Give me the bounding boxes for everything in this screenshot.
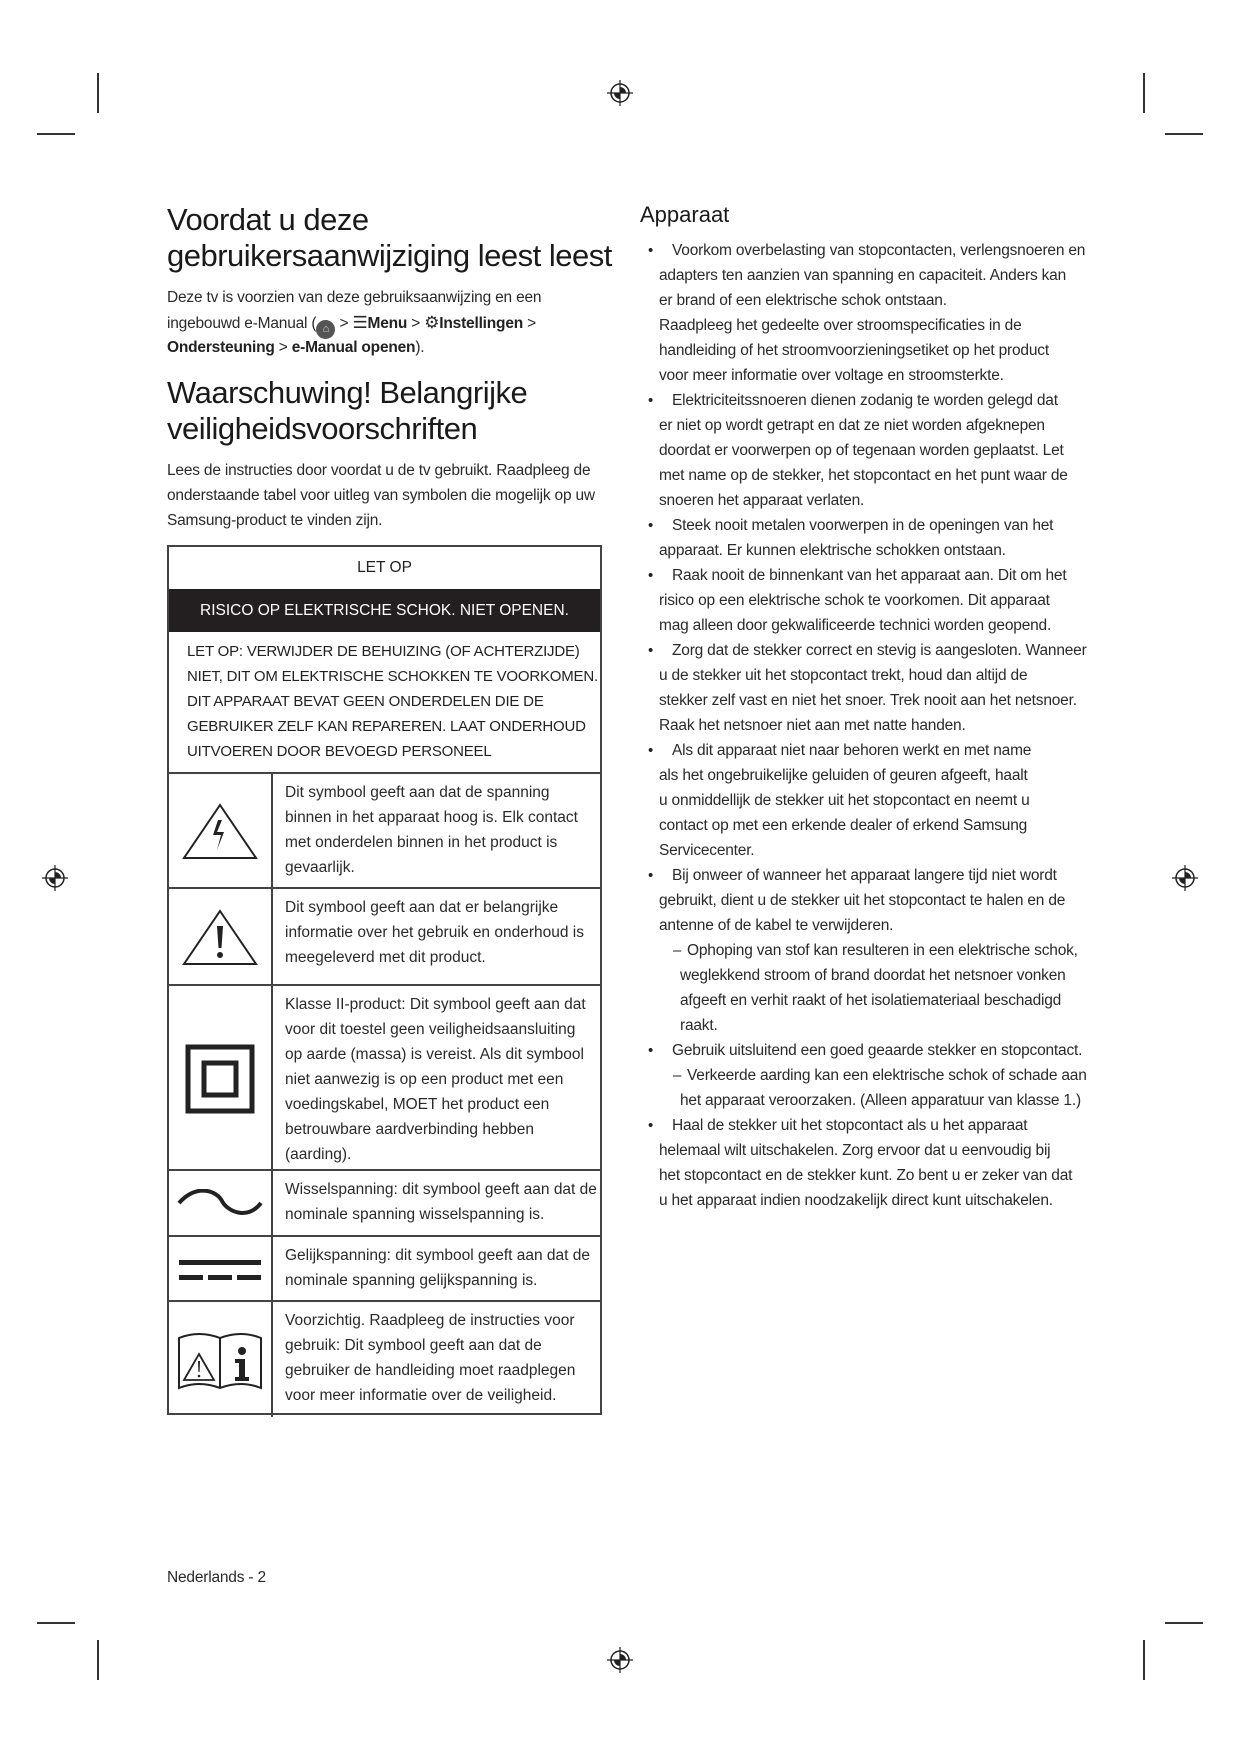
crop-mark: [1143, 1640, 1145, 1680]
double-square-icon: [169, 986, 271, 1171]
symbol-description: [285, 1243, 590, 1293]
list-item-line: afgeeft en verhit raakt of het isolatiemateriaal beschadigd: [680, 992, 1062, 1009]
table-row: [169, 1235, 600, 1302]
warning-intro-line: onderstaande tabel voor uitleg van symbolen die mogelijk op uw: [167, 487, 595, 504]
menu-label: Menu: [367, 315, 408, 332]
list-item-line: er niet op wordt getrapt en dat ze niet worden afgeknepen: [659, 417, 1045, 434]
list-item-line: gebruikt, dient u de stekker uit het stopcontact te halen en de: [659, 892, 1066, 909]
list-item-line: Voorkom overbelasting van stopcontacten, verlengsnoeren en: [672, 242, 1086, 259]
description-line: niet aanwezig is op een product met een: [285, 1071, 564, 1088]
page-title-line: gebruikersaanwijziging leest leest: [167, 238, 612, 273]
description-line: gebruiker de handleiding moet raadplegen: [285, 1362, 576, 1379]
bullet-icon: •: [648, 867, 654, 884]
crop-mark: [1165, 1622, 1203, 1624]
table-row: [169, 772, 600, 889]
registration-mark-icon: [607, 80, 633, 106]
registration-mark-icon: [607, 1647, 633, 1673]
list-item-line: Steek nooit metalen voorwerpen in de openingen van het: [672, 517, 1054, 534]
description-line: Dit symbool geeft aan dat er belangrijke: [285, 899, 559, 916]
settings-label: Instellingen: [439, 315, 524, 332]
safety-symbols-table: [167, 545, 602, 1415]
symbol-description: [285, 895, 584, 970]
gear-icon: ⚙: [424, 313, 440, 332]
intro-text: ingebouwd e-Manual (: [167, 315, 317, 332]
menu-icon: ☰: [352, 313, 368, 332]
dash-icon: –: [673, 1067, 682, 1084]
bullet-icon: •: [648, 742, 654, 759]
symbol-description: [285, 1308, 575, 1408]
symbol-description: [285, 1177, 597, 1227]
page-title-line: Voordat u deze: [167, 202, 369, 237]
description-line: nominale spanning wisselspanning is.: [285, 1206, 545, 1223]
list-item-line: Verkeerde aarding kan een elektrische schok of schade aan: [687, 1067, 1087, 1084]
table-row: [169, 1169, 600, 1237]
description-line: Wisselspanning: dit symbool geeft aan dat de: [285, 1181, 597, 1198]
description-line: betrouwbare aardverbinding hebben: [285, 1121, 535, 1138]
list-item-line: apparaat. Er kunnen elektrische schokken ontstaan.: [659, 542, 1006, 559]
crop-mark: [97, 73, 99, 113]
symbol-description: [285, 992, 586, 1167]
list-item-line: Raak het netsnoer niet aan met natte handen.: [659, 717, 966, 734]
table-row: [169, 984, 600, 1171]
home-icon: ⌂: [316, 320, 335, 339]
registration-mark-icon: [42, 865, 68, 891]
symbol-description: [285, 780, 578, 880]
description-line: Klasse II-product: Dit symbool geeft aan dat: [285, 996, 586, 1013]
list-item-line: met name op de stekker, het stopcontact en het punt waar de: [659, 467, 1068, 484]
description-line: met onderdelen binnen in het product is: [285, 834, 558, 851]
bullet-icon: •: [648, 1117, 654, 1134]
list-item-line: Gebruik uitsluitend een goed geaarde stekker en stopcontact.: [672, 1042, 1083, 1059]
list-item-line: u de stekker uit het stopcontact trekt, houd dan altijd de: [659, 667, 1028, 684]
bullet-icon: •: [648, 392, 654, 409]
description-line: voor meer informatie over de veiligheid.: [285, 1387, 557, 1404]
list-item-line: het apparaat veroorzaken. (Alleen apparatuur van klasse 1.): [680, 1092, 1081, 1109]
separator: >: [339, 315, 349, 332]
list-item-line: Als dit apparaat niet naar behoren werkt en met name: [672, 742, 1032, 759]
crop-mark: [97, 1640, 99, 1680]
bullet-icon: •: [648, 642, 654, 659]
lightning-triangle-icon: [169, 774, 271, 889]
table-header: LET OP: [357, 559, 412, 576]
warning-intro-line: Lees de instructies door voordat u de tv gebruikt. Raadpleeg de: [167, 462, 591, 479]
list-item-line: Zorg dat de stekker correct en stevig is aangesloten. Wanneer: [672, 642, 1087, 659]
list-item-line: Servicecenter.: [659, 842, 755, 859]
description-line: Dit symbool geeft aan dat de spanning: [285, 784, 550, 801]
separator: >: [278, 339, 288, 356]
table-row: [169, 887, 600, 986]
caution-line: LET OP: VERWIJDER DE BEHUIZING (OF ACHTERZIJDE): [187, 643, 580, 660]
crop-mark: [1165, 133, 1203, 135]
caution-line: UITVOEREN DOOR BEVOEGD PERSONEEL: [187, 743, 492, 760]
manual-info-icon: [169, 1302, 271, 1417]
list-item-line: voor meer informatie over voltage en stroomsterkte.: [659, 367, 1004, 384]
bullet-icon: •: [648, 1042, 654, 1059]
intro-path: [167, 310, 536, 335]
list-item-line: antenne of de kabel te verwijderen.: [659, 917, 894, 934]
caution-line: DIT APPARAAT BEVAT GEEN ONDERDELEN DIE DE: [187, 693, 544, 710]
description-line: Gelijkspanning: dit symbool geeft aan dat de: [285, 1247, 591, 1264]
crop-mark: [37, 133, 75, 135]
bullet-icon: •: [648, 242, 654, 259]
crop-mark: [37, 1622, 75, 1624]
list-item-line: helemaal wilt uitschakelen. Zorg ervoor dat u eenvoudig bij: [659, 1142, 1051, 1159]
support-label: Ondersteuning: [167, 339, 275, 356]
page-footer: Nederlands - 2: [167, 1569, 266, 1586]
list-item-line: u onmiddellijk de stekker uit het stopcontact en neemt u: [659, 792, 1030, 809]
description-line: voor dit toestel geen veiligheidsaansluiting: [285, 1021, 576, 1038]
list-item-line: als het ongebruikelijke geluiden of geuren afgeeft, haalt: [659, 767, 1028, 784]
list-item-line: Raadpleeg het gedeelte over stroomspecificaties in de: [659, 317, 1022, 334]
list-item-line: er brand of een elektrische schok ontstaan.: [659, 292, 947, 309]
list-item-line: risico op een elektrische schok te voorkomen. Dit apparaat: [659, 592, 1050, 609]
separator: >: [411, 315, 421, 332]
intro-text: Deze tv is voorzien van deze gebruiksaanwijzing en een: [167, 289, 542, 306]
dash-icon: –: [673, 942, 682, 959]
exclamation-triangle-icon: [169, 889, 271, 986]
description-line: op aarde (massa) is vereist. Als dit symbool: [285, 1046, 584, 1063]
description-line: informatie over het gebruik en onderhoud is: [285, 924, 584, 941]
emanual-label: e-Manual openen: [291, 339, 416, 356]
crop-mark: [1143, 73, 1145, 113]
intro-path-cont: [167, 335, 424, 360]
warning-title-line: Waarschuwing! Belangrijke: [167, 375, 528, 410]
list-item-line: contact op met een erkende dealer of erkend Samsung: [659, 817, 1028, 834]
list-item-line: Elektriciteitssnoeren dienen zodanig te worden gelegd dat: [672, 392, 1058, 409]
separator: >: [527, 315, 536, 332]
registration-mark-icon: [1172, 865, 1198, 891]
list-item-line: Haal de stekker uit het stopcontact als u het apparaat: [672, 1117, 1028, 1134]
warning-title-line: veiligheidsvoorschriften: [167, 411, 478, 446]
description-line: voedingskabel, MOET het product een: [285, 1096, 550, 1113]
description-line: gebruik: Dit symbool geeft aan dat de: [285, 1337, 542, 1354]
description-line: meegeleverd met dit product.: [285, 949, 486, 966]
warning-intro-line: Samsung-product te vinden zijn.: [167, 512, 383, 529]
list-item-line: Bij onweer of wanneer het apparaat langere tijd niet wordt: [672, 867, 1057, 884]
dc-lines-icon: [169, 1237, 271, 1302]
section-title: Apparaat: [640, 202, 730, 227]
list-item-line: Raak nooit de binnenkant van het apparaat aan. Dit om het: [672, 567, 1067, 584]
description-line: Voorzichtig. Raadpleeg de instructies voor: [285, 1312, 575, 1329]
caution-line: GEBRUIKER ZELF KAN REPAREREN. LAAT ONDERHOUD: [187, 718, 586, 735]
table-row: [169, 1300, 600, 1417]
shock-warning-banner: RISICO OP ELEKTRISCHE SCHOK. NIET OPENEN.: [169, 589, 600, 632]
list-item-line: snoeren het apparaat verlaten.: [659, 492, 865, 509]
bullet-icon: •: [648, 567, 654, 584]
list-item-line: weglekkend stroom of brand doordat het netsnoer vonken: [680, 967, 1066, 984]
list-item-line: Ophoping van stof kan resulteren in een elektrische schok,: [687, 942, 1078, 959]
list-item-line: adapters ten aanzien van spanning en capaciteit. Anders kan: [659, 267, 1066, 284]
list-item-line: stekker zelf vast en niet het snoer. Trek nooit aan het netsnoer.: [659, 692, 1077, 709]
description-line: (aarding).: [285, 1146, 352, 1163]
description-line: binnen in het apparaat hoog is. Elk contact: [285, 809, 578, 826]
description-line: gevaarlijk.: [285, 859, 355, 876]
caution-line: NIET, DIT OM ELEKTRISCHE SCHOKKEN TE VOORKOMEN.: [187, 668, 598, 685]
list-item-line: handleiding of het stroomvoorzieningsetiket op het product: [659, 342, 1049, 359]
list-item-line: mag alleen door gekwalificeerde technici worden geopend.: [659, 617, 1052, 634]
list-item-line: u het apparaat indien noodzakelijk direct kunt uitschakelen.: [659, 1192, 1053, 1209]
ac-wave-icon: [169, 1171, 271, 1237]
description-line: nominale spanning gelijkspanning is.: [285, 1272, 538, 1289]
intro-text: ).: [415, 339, 425, 356]
list-item-line: doordat er voorwerpen op of tegenaan worden geplaatst. Let: [659, 442, 1064, 459]
list-item-line: het stopcontact en de stekker kunt. Zo bent u er zeker van dat: [659, 1167, 1073, 1184]
bullet-icon: •: [648, 517, 654, 534]
list-item-line: raakt.: [680, 1017, 718, 1034]
